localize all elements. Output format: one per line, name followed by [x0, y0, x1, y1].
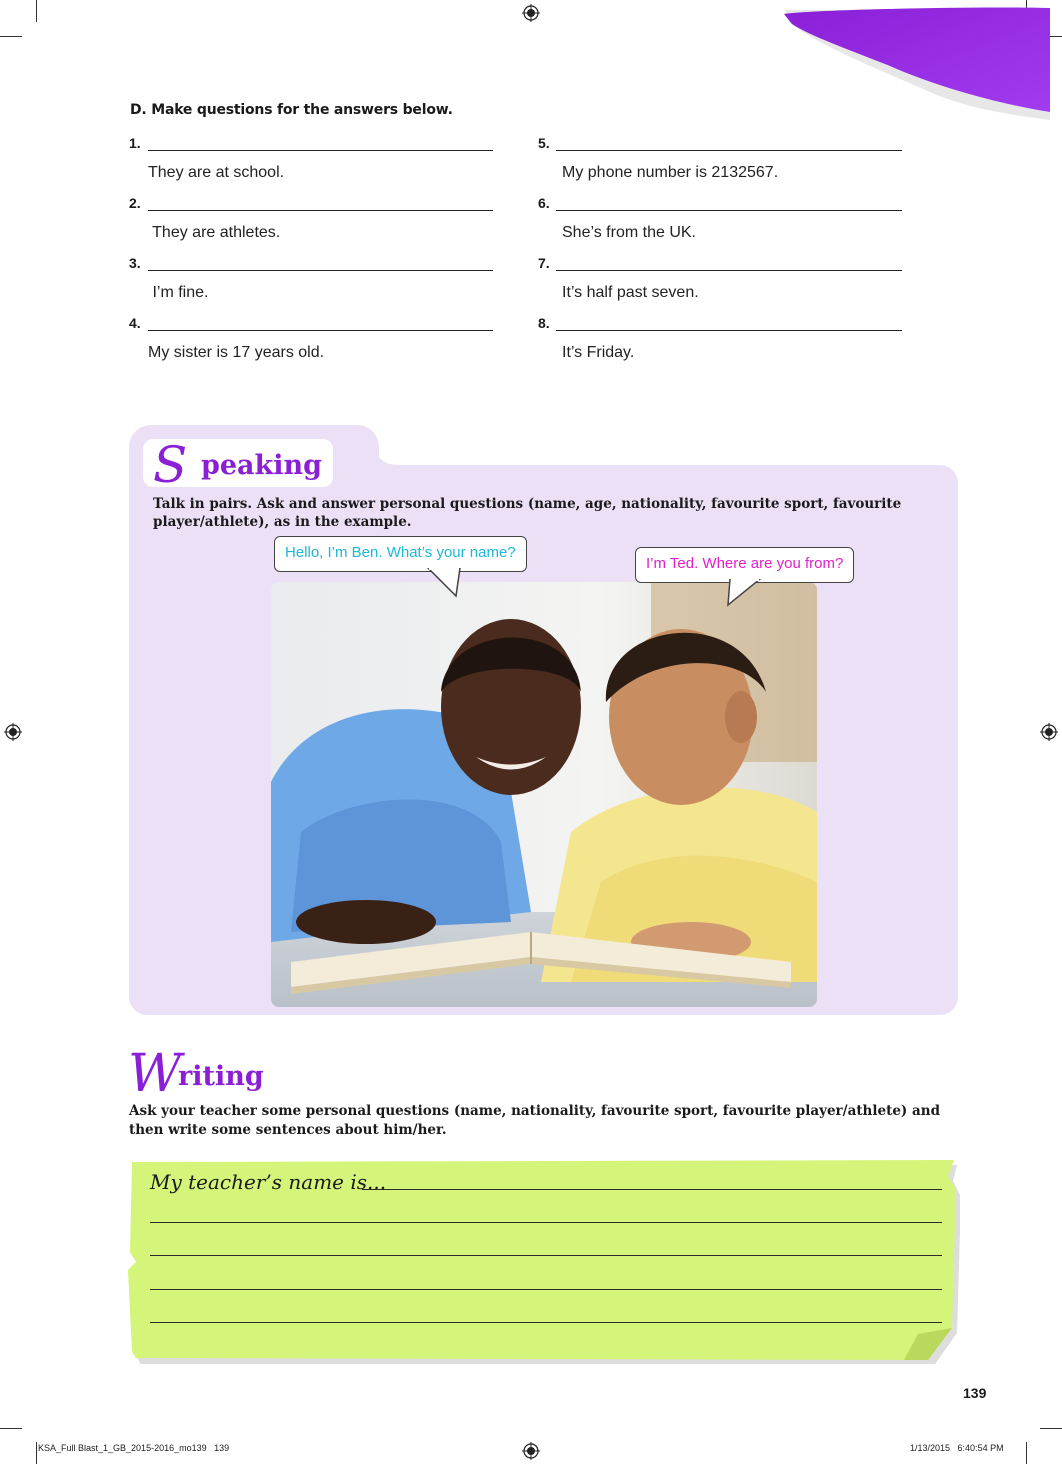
given-answer: My sister is 17 years old.	[148, 344, 325, 361]
question-number: 8.	[538, 315, 550, 331]
writing-starter-text: My teacher’s name is...	[150, 1170, 387, 1194]
writing-heading-initial: W	[128, 1044, 182, 1104]
crop-mark	[36, 1442, 37, 1464]
registration-mark-icon	[1040, 723, 1058, 741]
given-answer: I’m fine.	[148, 284, 209, 301]
writing-heading: riting	[178, 1061, 264, 1092]
writing-line[interactable]	[150, 1222, 942, 1223]
given-answer: They are at school.	[148, 164, 285, 181]
writing-line[interactable]	[150, 1322, 942, 1323]
speech-bubble-tail-icon	[426, 568, 462, 598]
crop-mark	[1026, 1442, 1027, 1464]
writing-line[interactable]	[362, 1189, 942, 1190]
page-corner-tab	[770, 0, 1062, 120]
writing-instruction: Ask your teacher some personal questions (name, nationality, favourite sport, favourite player/athlete) and then write some sentences about him/her.	[129, 1103, 941, 1138]
given-answer: They are athletes.	[148, 224, 281, 241]
crop-mark	[0, 1428, 22, 1429]
crop-mark	[0, 36, 22, 37]
crop-mark	[1040, 1428, 1062, 1429]
question-number: 6.	[538, 195, 550, 211]
page-number: 139	[963, 1385, 987, 1401]
exercise-d-title: D. Make questions for the answers below.	[130, 102, 453, 118]
registration-mark-icon	[522, 1442, 540, 1460]
question-number: 4.	[129, 315, 141, 331]
answer-line[interactable]	[556, 150, 902, 151]
answer-line[interactable]	[556, 210, 902, 211]
speaking-heading: peaking	[201, 450, 323, 481]
answer-line[interactable]	[556, 270, 902, 271]
answer-line[interactable]	[148, 210, 493, 211]
registration-mark-icon	[522, 4, 540, 22]
crop-mark	[36, 0, 37, 22]
answer-line[interactable]	[148, 270, 493, 271]
speaking-heading-initial: S	[153, 436, 188, 494]
speech-bubble-tail-icon	[722, 579, 762, 609]
two-boys-reading-photo	[271, 582, 817, 1007]
given-answer: It’s half past seven.	[562, 284, 699, 301]
answer-line[interactable]	[148, 330, 493, 331]
given-answer: It’s Friday.	[562, 344, 635, 361]
given-answer: She’s from the UK.	[562, 224, 696, 241]
speech-bubble-ben: Hello, I’m Ben. What’s your name?	[274, 536, 527, 572]
footer-filename: KSA_Full Blast_1_GB_2015-2016_mo139 139	[38, 1443, 230, 1453]
answer-line[interactable]	[148, 150, 493, 151]
question-number: 7.	[538, 255, 550, 271]
speaking-tab-curve	[340, 425, 420, 467]
answer-line[interactable]	[556, 330, 902, 331]
question-number: 1.	[129, 135, 141, 151]
question-number: 2.	[129, 195, 141, 211]
speech-bubble-ted: I’m Ted. Where are you from?	[635, 547, 854, 583]
given-answer: My phone number is 2132567.	[562, 164, 779, 181]
question-number: 3.	[129, 255, 141, 271]
writing-line[interactable]	[150, 1255, 942, 1256]
footer-timestamp: 1/13/2015 6:40:54 PM	[910, 1443, 1004, 1453]
writing-line[interactable]	[150, 1289, 942, 1290]
registration-mark-icon	[4, 723, 22, 741]
question-number: 5.	[538, 135, 550, 151]
speaking-instruction: Talk in pairs. Ask and answer personal questions (name, age, nationality, favourite sport, favourite player/athlete), as in the example.	[153, 496, 902, 530]
